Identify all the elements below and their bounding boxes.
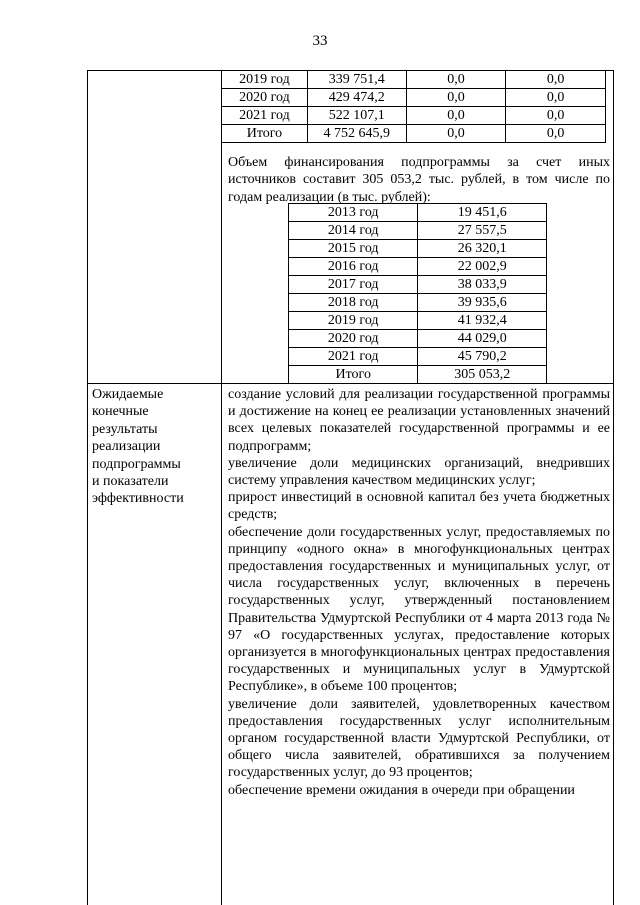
other-sources-table xyxy=(288,203,547,384)
year-cell: 2020 год xyxy=(222,89,308,107)
value-cell: 0,0 xyxy=(406,107,506,125)
table-row xyxy=(289,312,547,330)
table-row xyxy=(222,107,606,125)
value-cell: 44 029,0 xyxy=(418,330,547,348)
table-row xyxy=(222,89,606,107)
total-cell: 522 107,1 xyxy=(307,107,406,125)
label-line: конечные xyxy=(92,404,149,420)
table-row xyxy=(289,348,547,366)
label-line: подпрограммы xyxy=(92,456,181,472)
table-row xyxy=(289,366,547,384)
value-cell: 0,0 xyxy=(506,89,606,107)
expected-results-label xyxy=(92,386,216,508)
table-row xyxy=(289,222,547,240)
frame-middle-border xyxy=(221,70,222,905)
value-cell: 0,0 xyxy=(406,125,506,143)
table-row xyxy=(289,330,547,348)
value-cell: 38 033,9 xyxy=(418,276,547,294)
total-cell: 4 752 645,9 xyxy=(307,125,406,143)
value-cell: 39 935,6 xyxy=(418,294,547,312)
label-line: эффективности xyxy=(92,491,184,507)
value-cell: 0,0 xyxy=(506,71,606,89)
result-paragraph: обеспечение доли государственных услуг, предоставляемых по принципу «одного окна» в многофункциональных центрах предоставления государственных и муниципальных услуг, от числа государственных услуг, включенных в перечень государственных услуг, утвержденный постановлением Правительства Удмуртской Республики от 4 марта 2013 года № 97 «О государственных услугах, предоставление которых организуется в многофункциональных центрах предоставления государственных и муниципальных услуг в Удмуртской Республике», в объеме 100 процентов; xyxy=(228,524,610,695)
year-cell: Итого xyxy=(222,125,308,143)
table-row xyxy=(289,276,547,294)
table-row xyxy=(222,71,606,89)
year-cell: 2016 год xyxy=(289,258,418,276)
year-cell: Итого xyxy=(289,366,418,384)
page-number: 33 xyxy=(312,33,328,49)
frame-right-border xyxy=(613,70,614,905)
value-cell: 19 451,6 xyxy=(418,204,547,222)
year-cell: 2017 год xyxy=(289,276,418,294)
year-cell: 2019 год xyxy=(222,71,308,89)
frame-left-border xyxy=(87,70,88,905)
table-row xyxy=(289,240,547,258)
value-cell: 0,0 xyxy=(506,125,606,143)
year-cell: 2013 год xyxy=(289,204,418,222)
label-line: результаты xyxy=(92,421,158,437)
result-paragraph: прирост инвестиций в основной капитал без учета бюджетных средств; xyxy=(228,490,610,523)
label-line: и показатели xyxy=(92,474,169,490)
year-cell: 2018 год xyxy=(289,294,418,312)
value-cell: 26 320,1 xyxy=(418,240,547,258)
value-cell: 41 932,4 xyxy=(418,312,547,330)
year-cell: 2021 год xyxy=(289,348,418,366)
value-cell: 22 002,9 xyxy=(418,258,547,276)
table-row xyxy=(222,125,606,143)
value-cell: 0,0 xyxy=(506,107,606,125)
year-cell: 2021 год xyxy=(222,107,308,125)
table-row xyxy=(289,204,547,222)
year-cell: 2019 год xyxy=(289,312,418,330)
year-cell: 2015 год xyxy=(289,240,418,258)
value-cell: 0,0 xyxy=(406,89,506,107)
result-paragraph: увеличение доли заявителей, удовлетворенных качеством предоставления государственных услуг исполнительным органом государственной власти Удмуртской Республики, от общего числа заявителей, обратившихся за получением государственных услуг, до 93 процентов; xyxy=(228,696,610,781)
label-line: Ожидаемые xyxy=(92,387,164,402)
other-sources-paragraph: Объем финансирования подпрограммы за счет иных источников составит 305 053,2 тыс. рублей, в том числе по годам реализации (в тыс. рублей): xyxy=(228,155,610,205)
value-cell: 305 053,2 xyxy=(418,366,547,384)
table-row xyxy=(289,258,547,276)
total-cell: 339 751,4 xyxy=(307,71,406,89)
year-cell: 2014 год xyxy=(289,222,418,240)
result-paragraph: обеспечение времени ожидания в очереди при обращении xyxy=(228,782,575,798)
result-paragraph: создание условий для реализации государственной программы и достижение на конец ее реализации установленных значений всех целевых показателей государственной программы и ее подпрограмм; xyxy=(228,387,610,454)
expected-results-text xyxy=(228,386,610,799)
budget-table xyxy=(221,70,606,143)
table-row xyxy=(289,294,547,312)
value-cell: 27 557,5 xyxy=(418,222,547,240)
value-cell: 45 790,2 xyxy=(418,348,547,366)
label-line: реализации xyxy=(92,439,161,455)
total-cell: 429 474,2 xyxy=(307,89,406,107)
value-cell: 0,0 xyxy=(406,71,506,89)
result-paragraph: увеличение доли медицинских организаций, внедривших систему управления качеством медицинских услуг; xyxy=(228,455,610,489)
year-cell: 2020 год xyxy=(289,330,418,348)
